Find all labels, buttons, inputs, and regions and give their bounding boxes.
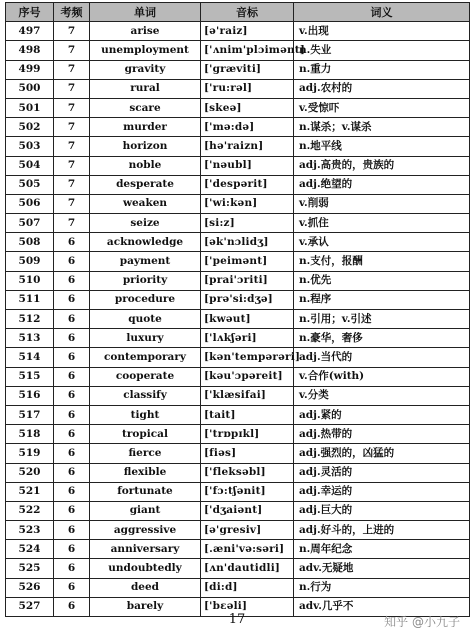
header-frequency: 考频 xyxy=(54,3,90,22)
cell-frequency: 7 xyxy=(54,194,90,213)
cell-meaning: n.支付，报酬 xyxy=(294,252,470,271)
table-row xyxy=(6,482,470,501)
table-row xyxy=(6,271,470,290)
cell-index: 506 xyxy=(6,194,54,213)
cell-frequency: 7 xyxy=(54,175,90,194)
table-row xyxy=(6,348,470,367)
cell-word: unemployment xyxy=(90,41,201,60)
cell-meaning: adj.当代的 xyxy=(294,348,470,367)
cell-phonetic: [ʌn'dautidli] xyxy=(201,559,294,578)
cell-index: 512 xyxy=(6,310,54,329)
cell-meaning: n.周年纪念 xyxy=(294,540,470,559)
cell-frequency: 6 xyxy=(54,597,90,616)
cell-phonetic: ['peimənt] xyxy=(201,252,294,271)
cell-word: desperate xyxy=(90,175,201,194)
cell-meaning: adj.强烈的，凶猛的 xyxy=(294,444,470,463)
cell-phonetic: [ək'nɔlidʒ] xyxy=(201,233,294,252)
table-row xyxy=(6,22,470,41)
table-row xyxy=(6,137,470,156)
cell-index: 500 xyxy=(6,79,54,98)
cell-index: 524 xyxy=(6,540,54,559)
cell-meaning: n.程序 xyxy=(294,290,470,309)
cell-meaning: v.承认 xyxy=(294,233,470,252)
cell-frequency: 7 xyxy=(54,60,90,79)
table-body xyxy=(6,22,470,617)
cell-index: 527 xyxy=(6,597,54,616)
cell-word: barely xyxy=(90,597,201,616)
cell-frequency: 6 xyxy=(54,329,90,348)
cell-phonetic: ['lʌkʃəri] xyxy=(201,329,294,348)
table-row xyxy=(6,367,470,386)
cell-meaning: n.引用；v.引述 xyxy=(294,310,470,329)
cell-meaning: v.抓住 xyxy=(294,214,470,233)
cell-phonetic: [ə'gresiv] xyxy=(201,521,294,540)
cell-frequency: 7 xyxy=(54,98,90,117)
cell-frequency: 7 xyxy=(54,41,90,60)
cell-word: horizon xyxy=(90,137,201,156)
cell-index: 526 xyxy=(6,578,54,597)
cell-meaning: adj.绝望的 xyxy=(294,175,470,194)
table-row xyxy=(6,41,470,60)
cell-phonetic: [ə'raiz] xyxy=(201,22,294,41)
cell-word: deed xyxy=(90,578,201,597)
cell-meaning: v.受惊吓 xyxy=(294,98,470,117)
cell-phonetic: ['klæsifai] xyxy=(201,386,294,405)
cell-phonetic: ['wi:kən] xyxy=(201,194,294,213)
cell-meaning: n.地平线 xyxy=(294,137,470,156)
cell-frequency: 6 xyxy=(54,290,90,309)
cell-word: anniversary xyxy=(90,540,201,559)
cell-frequency: 6 xyxy=(54,444,90,463)
cell-frequency: 6 xyxy=(54,310,90,329)
cell-meaning: v.分类 xyxy=(294,386,470,405)
cell-word: seize xyxy=(90,214,201,233)
vocabulary-table xyxy=(5,2,470,617)
cell-meaning: v.合作(with) xyxy=(294,367,470,386)
table-row xyxy=(6,98,470,117)
cell-word: fierce xyxy=(90,444,201,463)
cell-frequency: 6 xyxy=(54,559,90,578)
cell-phonetic: ['græviti] xyxy=(201,60,294,79)
cell-meaning: v.出现 xyxy=(294,22,470,41)
cell-word: classify xyxy=(90,386,201,405)
cell-frequency: 6 xyxy=(54,252,90,271)
table-row xyxy=(6,252,470,271)
cell-index: 501 xyxy=(6,98,54,117)
cell-index: 520 xyxy=(6,463,54,482)
cell-meaning: adj.幸运的 xyxy=(294,482,470,501)
cell-word: cooperate xyxy=(90,367,201,386)
cell-word: noble xyxy=(90,156,201,175)
cell-index: 509 xyxy=(6,252,54,271)
table-row xyxy=(6,578,470,597)
cell-word: luxury xyxy=(90,329,201,348)
cell-meaning: n.行为 xyxy=(294,578,470,597)
cell-meaning: n.重力 xyxy=(294,60,470,79)
page-number: 17 xyxy=(228,612,246,627)
table-row xyxy=(6,463,470,482)
table-row xyxy=(6,233,470,252)
cell-phonetic: [prə'si:dʒə] xyxy=(201,290,294,309)
cell-phonetic: [kəu'ɔpəreit] xyxy=(201,367,294,386)
table-row xyxy=(6,156,470,175)
table-row xyxy=(6,60,470,79)
table-row xyxy=(6,425,470,444)
cell-word: giant xyxy=(90,501,201,520)
table-row xyxy=(6,444,470,463)
cell-index: 511 xyxy=(6,290,54,309)
cell-meaning: adj.高贵的，贵族的 xyxy=(294,156,470,175)
cell-index: 522 xyxy=(6,501,54,520)
cell-word: acknowledge xyxy=(90,233,201,252)
cell-phonetic: [prai'ɔriti] xyxy=(201,271,294,290)
cell-phonetic: ['fleksəbl] xyxy=(201,463,294,482)
cell-frequency: 6 xyxy=(54,367,90,386)
table-header-row xyxy=(6,3,470,22)
cell-index: 516 xyxy=(6,386,54,405)
cell-meaning: adj.灵活的 xyxy=(294,463,470,482)
cell-phonetic: ['dʒaiənt] xyxy=(201,501,294,520)
cell-frequency: 7 xyxy=(54,118,90,137)
table-row xyxy=(6,194,470,213)
cell-frequency: 6 xyxy=(54,521,90,540)
cell-index: 519 xyxy=(6,444,54,463)
cell-index: 502 xyxy=(6,118,54,137)
cell-frequency: 7 xyxy=(54,79,90,98)
table-row xyxy=(6,521,470,540)
cell-phonetic: ['despərit] xyxy=(201,175,294,194)
cell-frequency: 6 xyxy=(54,271,90,290)
cell-word: rural xyxy=(90,79,201,98)
cell-word: weaken xyxy=(90,194,201,213)
table-row xyxy=(6,118,470,137)
cell-frequency: 7 xyxy=(54,137,90,156)
cell-frequency: 6 xyxy=(54,540,90,559)
cell-index: 515 xyxy=(6,367,54,386)
table-row xyxy=(6,405,470,424)
cell-meaning: adj.好斗的，上进的 xyxy=(294,521,470,540)
table-row xyxy=(6,310,470,329)
cell-frequency: 7 xyxy=(54,156,90,175)
cell-word: contemporary xyxy=(90,348,201,367)
cell-index: 497 xyxy=(6,22,54,41)
table-row xyxy=(6,386,470,405)
header-meaning: 词义 xyxy=(294,3,470,22)
cell-meaning: adj.农村的 xyxy=(294,79,470,98)
cell-meaning: v.削弱 xyxy=(294,194,470,213)
cell-index: 510 xyxy=(6,271,54,290)
table-row xyxy=(6,559,470,578)
cell-frequency: 6 xyxy=(54,233,90,252)
cell-phonetic: [.æni'və:səri] xyxy=(201,540,294,559)
cell-word: arise xyxy=(90,22,201,41)
cell-index: 507 xyxy=(6,214,54,233)
cell-phonetic: ['ʌnim'plɔimənt] xyxy=(201,41,294,60)
cell-meaning: adj.巨大的 xyxy=(294,501,470,520)
cell-frequency: 6 xyxy=(54,425,90,444)
cell-meaning: adv.无疑地 xyxy=(294,559,470,578)
cell-word: priority xyxy=(90,271,201,290)
cell-phonetic: [kwəut] xyxy=(201,310,294,329)
cell-index: 525 xyxy=(6,559,54,578)
cell-phonetic: [di:d] xyxy=(201,578,294,597)
cell-word: quote xyxy=(90,310,201,329)
cell-phonetic: [fiəs] xyxy=(201,444,294,463)
cell-phonetic: [si:z] xyxy=(201,214,294,233)
cell-frequency: 7 xyxy=(54,214,90,233)
cell-phonetic: [kən'tempərəri] xyxy=(201,348,294,367)
header-phonetic: 音标 xyxy=(201,3,294,22)
cell-word: tight xyxy=(90,405,201,424)
table-row xyxy=(6,501,470,520)
cell-index: 523 xyxy=(6,521,54,540)
cell-index: 514 xyxy=(6,348,54,367)
cell-frequency: 6 xyxy=(54,348,90,367)
cell-word: scare xyxy=(90,98,201,117)
cell-meaning: n.豪华，奢侈 xyxy=(294,329,470,348)
cell-phonetic: [hə'raizn] xyxy=(201,137,294,156)
cell-phonetic: ['ru:rəl] xyxy=(201,79,294,98)
cell-meaning: n.优先 xyxy=(294,271,470,290)
cell-word: aggressive xyxy=(90,521,201,540)
watermark: 知乎 @小九子 xyxy=(384,615,460,629)
cell-phonetic: [tait] xyxy=(201,405,294,424)
cell-word: fortunate xyxy=(90,482,201,501)
cell-frequency: 6 xyxy=(54,482,90,501)
cell-frequency: 6 xyxy=(54,386,90,405)
cell-word: payment xyxy=(90,252,201,271)
table-row xyxy=(6,175,470,194)
cell-phonetic: ['bɛəli] xyxy=(201,597,294,616)
cell-word: murder xyxy=(90,118,201,137)
cell-meaning: n.失业 xyxy=(294,41,470,60)
table-row xyxy=(6,79,470,98)
header-word: 单词 xyxy=(90,3,201,22)
cell-phonetic: ['trɒpɪkl] xyxy=(201,425,294,444)
table-row xyxy=(6,290,470,309)
cell-index: 504 xyxy=(6,156,54,175)
cell-meaning: adv.几乎不 xyxy=(294,597,470,616)
cell-phonetic: ['fɔ:tʃənit] xyxy=(201,482,294,501)
cell-index: 503 xyxy=(6,137,54,156)
table-row xyxy=(6,329,470,348)
cell-word: undoubtedly xyxy=(90,559,201,578)
cell-frequency: 6 xyxy=(54,463,90,482)
table-row xyxy=(6,214,470,233)
cell-index: 517 xyxy=(6,405,54,424)
cell-frequency: 7 xyxy=(54,22,90,41)
cell-frequency: 6 xyxy=(54,501,90,520)
cell-index: 518 xyxy=(6,425,54,444)
cell-word: flexible xyxy=(90,463,201,482)
cell-frequency: 6 xyxy=(54,405,90,424)
cell-phonetic: ['mə:də] xyxy=(201,118,294,137)
cell-index: 498 xyxy=(6,41,54,60)
cell-word: gravity xyxy=(90,60,201,79)
cell-phonetic: ['nəubl] xyxy=(201,156,294,175)
cell-word: tropical xyxy=(90,425,201,444)
header-index: 序号 xyxy=(6,3,54,22)
cell-word: procedure xyxy=(90,290,201,309)
cell-meaning: adj.热带的 xyxy=(294,425,470,444)
table-row xyxy=(6,540,470,559)
cell-index: 505 xyxy=(6,175,54,194)
cell-index: 513 xyxy=(6,329,54,348)
cell-phonetic: [skeə] xyxy=(201,98,294,117)
cell-meaning: n.谋杀；v.谋杀 xyxy=(294,118,470,137)
cell-index: 499 xyxy=(6,60,54,79)
cell-index: 508 xyxy=(6,233,54,252)
cell-meaning: adj.紧的 xyxy=(294,405,470,424)
cell-frequency: 6 xyxy=(54,578,90,597)
cell-index: 521 xyxy=(6,482,54,501)
